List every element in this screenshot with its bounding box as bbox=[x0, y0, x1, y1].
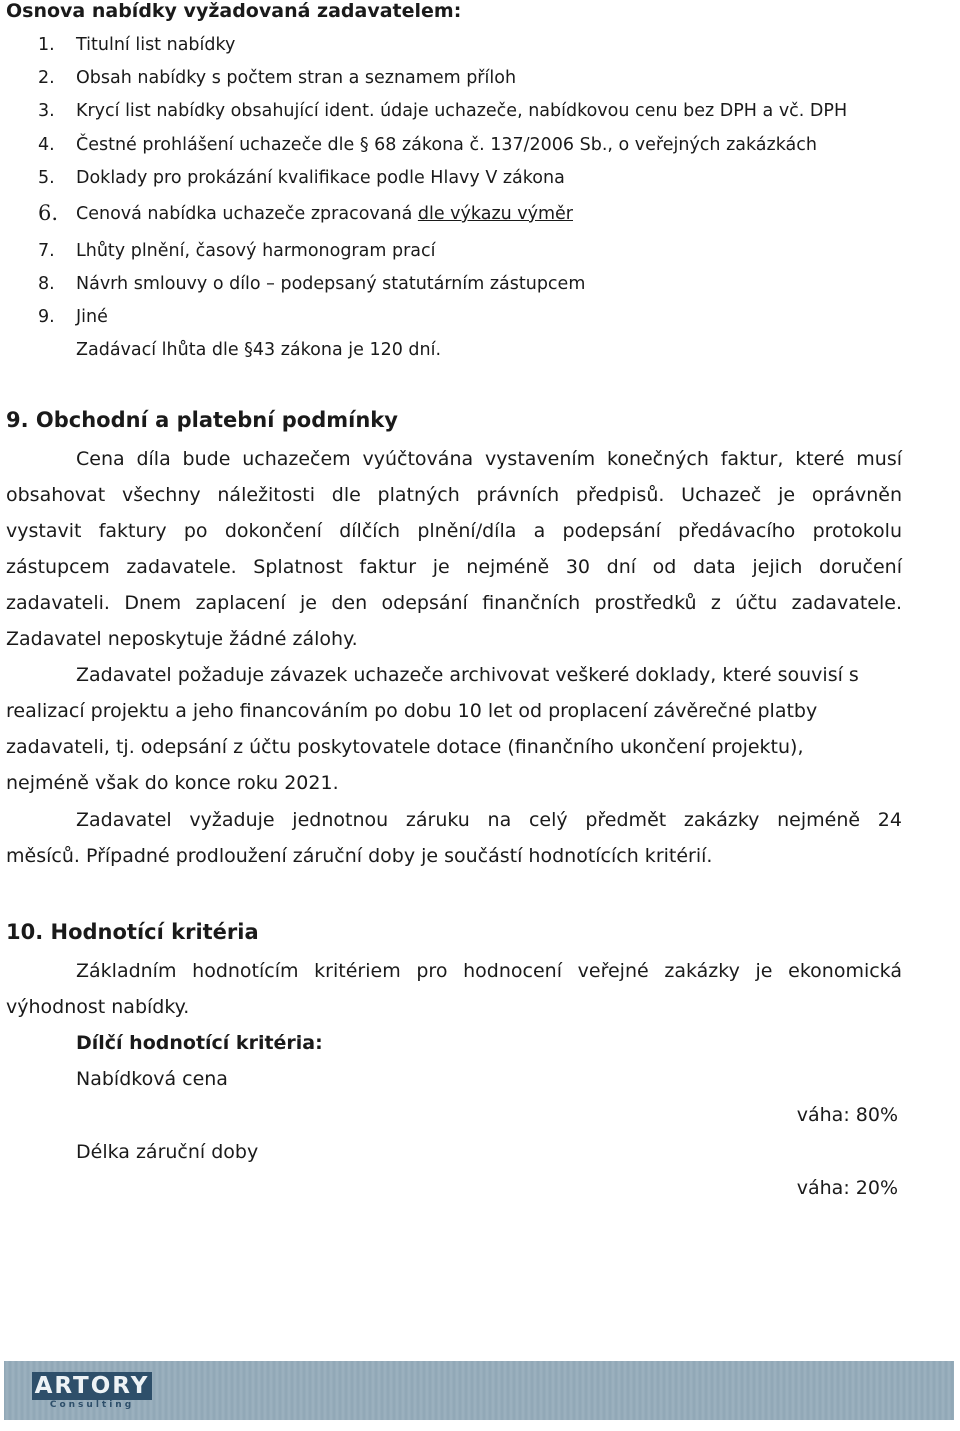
paragraph-line: Zadavatel neposkytuje žádné zálohy. bbox=[6, 628, 358, 650]
paragraph-line: Cena díla bude uchazečem vyúčtována vystavením konečných faktur, které musí bbox=[76, 448, 902, 470]
list-item-number: 1. bbox=[38, 35, 55, 55]
outline-title: Osnova nabídky vyžadovaná zadavatelem: bbox=[6, 0, 462, 22]
list-item-text: Doklady pro prokázání kvalifikace podle Hlavy V zákona bbox=[76, 168, 565, 188]
paragraph-line: obsahovat všechny náležitosti dle platných právních předpisů. Uchazeč je oprávněn bbox=[6, 484, 902, 506]
list-item-number: 2. bbox=[38, 68, 55, 88]
list-item-text-plain: Cenová nabídka uchazeče zpracovaná bbox=[76, 204, 418, 224]
criterion-weight: váha: 20% bbox=[796, 1177, 898, 1199]
list-item bbox=[0, 274, 960, 298]
list-item-number: 6. bbox=[38, 201, 59, 225]
tender-period-note: Zadávací lhůta dle §43 zákona je 120 dní. bbox=[76, 340, 442, 360]
section-9-paragraph-1 bbox=[6, 441, 902, 657]
footer-band bbox=[4, 1361, 954, 1420]
list-item-number: 3. bbox=[38, 101, 55, 121]
list-item bbox=[0, 101, 960, 125]
section-9-title: 9. Obchodní a platební podmínky bbox=[6, 408, 398, 432]
criterion-weight: váha: 80% bbox=[796, 1104, 898, 1126]
bill-of-quantities-link: dle výkazu výměr bbox=[417, 204, 573, 224]
list-item-text: Čestné prohlášení uchazeče dle § 68 zákona č. 137/2006 Sb., o veřejných zakázkách bbox=[76, 135, 817, 155]
paragraph-line: výhodnost nabídky. bbox=[6, 996, 190, 1018]
paragraph-line: realizací projektu a jeho financováním po dobu 10 let od proplacení závěrečné platby bbox=[6, 700, 818, 722]
paragraph-line: nejméně však do konce roku 2021. bbox=[6, 772, 339, 794]
paragraph-line: zadavateli. Dnem zaplacení je den odepsání finančních prostředků z účtu zadavatele. bbox=[6, 592, 902, 614]
paragraph-line: vystavit faktury po dokončení dílčích plnění/díla a podepsání předávacího protokolu bbox=[6, 520, 902, 542]
list-item bbox=[0, 201, 960, 228]
criterion-name: Délka záruční doby bbox=[76, 1141, 259, 1163]
criterion-name: Nabídková cena bbox=[76, 1068, 228, 1090]
list-item-text bbox=[76, 204, 573, 224]
section-10-paragraph bbox=[6, 953, 902, 1025]
paragraph-line: Zadavatel požaduje závazek uchazeče archivovat veškeré doklady, které souvisí s bbox=[76, 664, 859, 686]
list-item-text: Titulní list nabídky bbox=[76, 35, 236, 55]
section-9-paragraph-3 bbox=[6, 802, 902, 874]
list-item bbox=[0, 168, 960, 192]
list-item bbox=[0, 135, 960, 159]
section-10-title: 10. Hodnotící kritéria bbox=[6, 920, 259, 944]
list-item-number: 4. bbox=[38, 135, 55, 155]
list-item bbox=[0, 307, 960, 331]
list-item-number: 8. bbox=[38, 274, 55, 294]
paragraph-line: Zadavatel vyžaduje jednotnou záruku na celý předmět zakázky nejméně 24 bbox=[76, 809, 902, 831]
list-item-text: Lhůty plnění, časový harmonogram prací bbox=[76, 241, 436, 261]
sub-criteria-title: Dílčí hodnotící kritéria: bbox=[76, 1032, 323, 1054]
list-item-text: Krycí list nabídky obsahující ident. údaje uchazeče, nabídkovou cenu bez DPH a vč. DPH bbox=[76, 101, 848, 121]
list-item-number: 7. bbox=[38, 241, 55, 261]
logo-wordmark: ARTORY bbox=[32, 1372, 152, 1400]
list-item bbox=[0, 68, 960, 92]
list-item bbox=[0, 35, 960, 59]
list-item-number: 9. bbox=[38, 307, 55, 327]
list-item bbox=[0, 241, 960, 265]
paragraph-line: měsíců. Případné prodloužení záruční doby je součástí hodnotících kritérií. bbox=[6, 845, 713, 867]
list-item-text: Návrh smlouvy o dílo – podepsaný statutárním zástupcem bbox=[76, 274, 586, 294]
paragraph-line: zástupcem zadavatele. Splatnost faktur je nejméně 30 dní od data jejich doručení bbox=[6, 556, 902, 578]
logo-subtitle: Consulting bbox=[49, 1400, 135, 1410]
paragraph-line: zadavateli, tj. odepsání z účtu poskytovatele dotace (finančního ukončení projektu), bbox=[6, 736, 804, 758]
list-item-text: Obsah nabídky s počtem stran a seznamem příloh bbox=[76, 68, 517, 88]
list-item-text: Jiné bbox=[76, 307, 108, 327]
paragraph-line: Základním hodnotícím kritériem pro hodnocení veřejné zakázky je ekonomická bbox=[76, 960, 902, 982]
section-9-paragraph-2 bbox=[6, 657, 902, 801]
company-logo bbox=[32, 1372, 152, 1412]
list-item-number: 5. bbox=[38, 168, 55, 188]
